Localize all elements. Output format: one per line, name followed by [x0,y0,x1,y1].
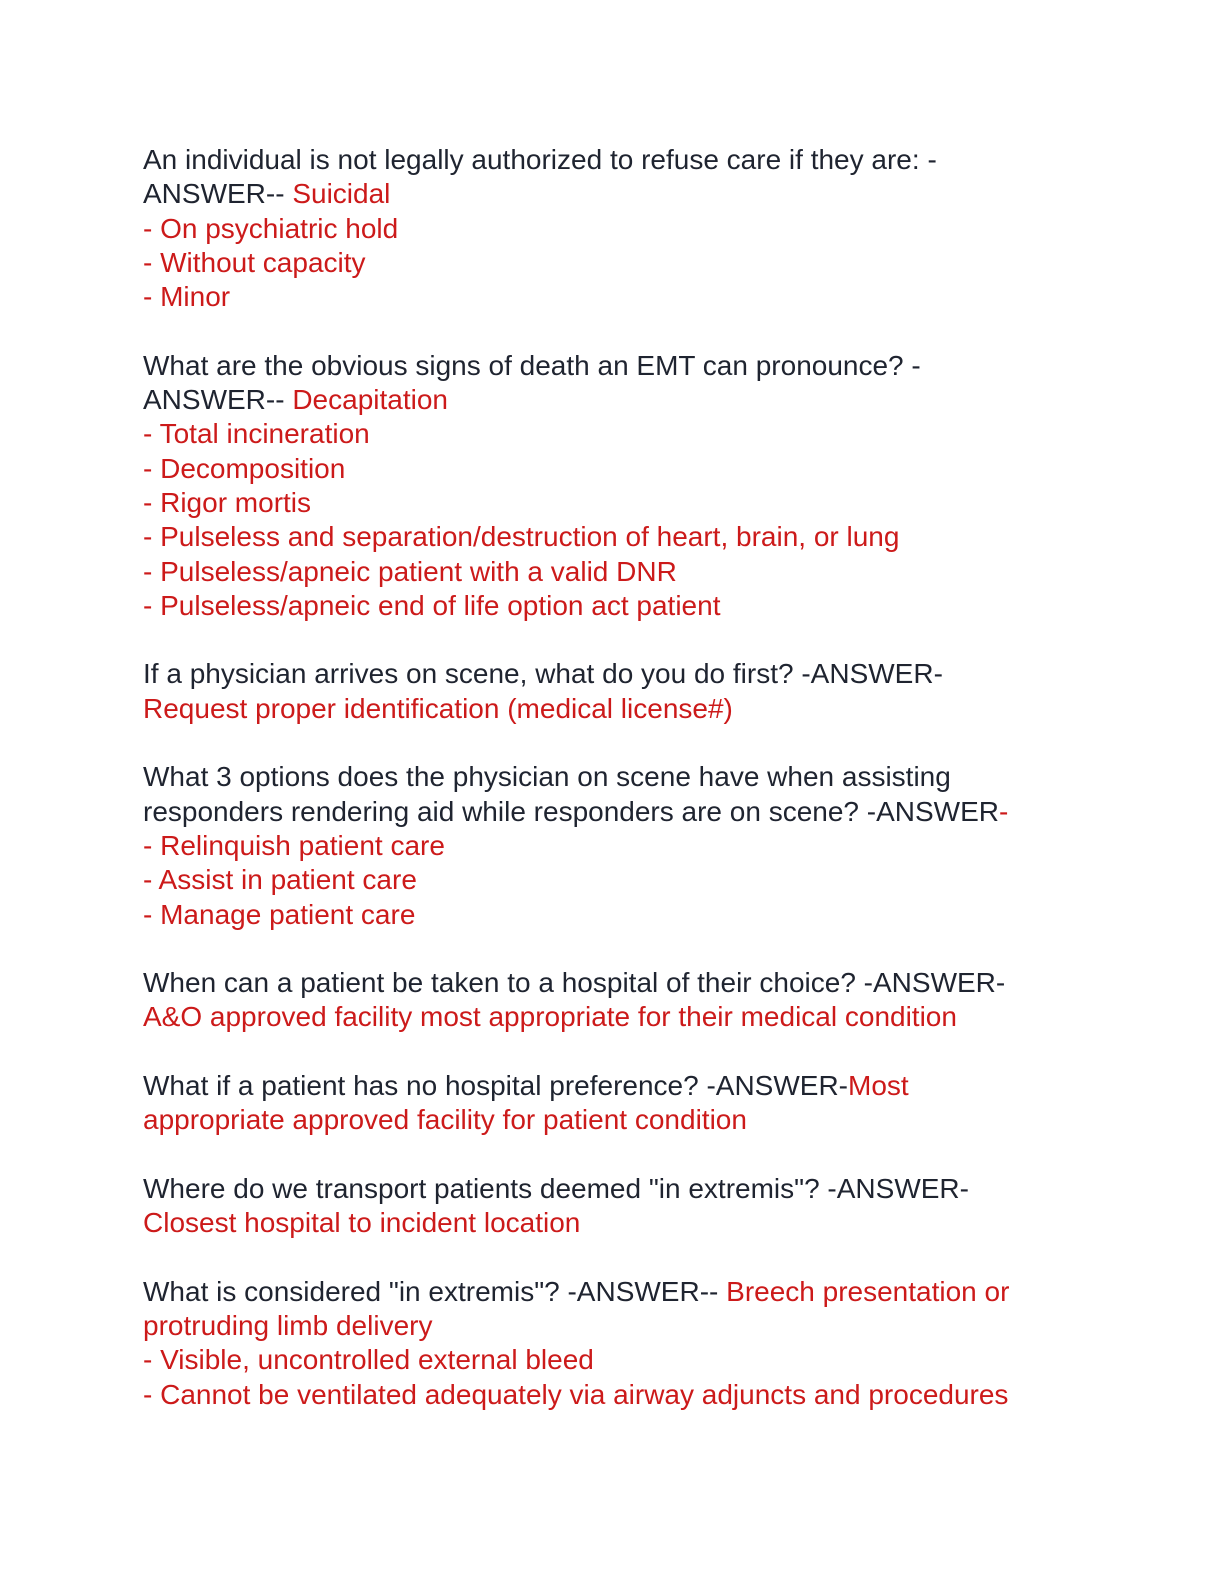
answer-text: - Pulseless and separation/destruction of heart, brain, or lung [143,521,900,553]
question-text: What if a patient has no hospital preference? -ANSWER- [143,1070,849,1102]
text-line [143,246,1083,280]
text-line [143,1206,1083,1240]
answer-text: A&O approved facility most appropriate for their medical condition [143,1001,957,1033]
text-line [143,589,1083,623]
text-line [143,1343,1083,1377]
text-line [143,177,1083,211]
text-line [143,1069,1083,1103]
qa-block [143,1069,1083,1138]
qa-block [143,143,1083,314]
answer-text: - Manage patient care [143,898,416,930]
qa-block [143,1172,1083,1241]
text-line [143,212,1083,246]
text-line [143,1275,1083,1309]
answer-text: - Decomposition [143,452,346,484]
answer-text: protruding limb delivery [143,1310,433,1342]
question-text: What are the obvious signs of death an EMT can pronounce? - [143,349,921,381]
qa-block [143,760,1083,931]
qa-block [143,966,1083,1035]
text-line [143,829,1083,863]
answer-text: - Total incineration [143,418,370,450]
question-text: Where do we transport patients deemed "in extremis"? -ANSWER- [143,1172,969,1204]
question-text: What is considered "in extremis"? -ANSWER-- [143,1275,727,1307]
question-text: If a physician arrives on scene, what do you do first? -ANSWER- [143,658,943,690]
text-line [143,143,1083,177]
text-line [143,657,1083,691]
answer-text: - Pulseless/apneic patient with a valid DNR [143,555,677,587]
answer-text: Breech presentation or [726,1275,1010,1307]
text-line [143,1103,1083,1137]
qa-block [143,1275,1083,1412]
text-line [143,863,1083,897]
answer-text: - [999,795,1009,827]
answer-text: Suicidal [292,178,391,210]
answer-text: - Minor [143,281,231,313]
question-text: When can a patient be taken to a hospital of their choice? -ANSWER- [143,967,1006,999]
text-line [143,520,1083,554]
answer-text: Closest hospital to incident location [143,1207,581,1239]
text-line [143,349,1083,383]
text-line [143,692,1083,726]
text-line [143,555,1083,589]
text-line [143,795,1083,829]
answer-text: - Visible, uncontrolled external bleed [143,1344,594,1376]
qa-block [143,349,1083,623]
text-line [143,417,1083,451]
document-page [143,143,1083,1446]
answer-text: - Relinquish patient care [143,829,445,861]
answer-text: Request proper identification (medical license#) [143,692,733,724]
text-line [143,383,1083,417]
text-line [143,1378,1083,1412]
text-line [143,898,1083,932]
text-line [143,280,1083,314]
answer-text: - Without capacity [143,246,366,278]
answer-text: - Rigor mortis [143,486,312,518]
qa-block [143,657,1083,726]
answer-text: - Cannot be ventilated adequately via airway adjuncts and procedures [143,1378,1009,1410]
text-line [143,452,1083,486]
answer-text: Decapitation [292,384,448,416]
question-text: An individual is not legally authorized to refuse care if they are: - [143,144,937,175]
question-text: ANSWER-- [143,178,293,210]
text-line [143,1172,1083,1206]
question-text: responders rendering aid while responders are on scene? -ANSWER [143,795,999,827]
answer-text: - On psychiatric hold [143,212,399,244]
question-text: What 3 options does the physician on scene have when assisting [143,761,951,793]
answer-text: appropriate approved facility for patient condition [143,1104,747,1136]
answer-text: Most [848,1070,909,1102]
question-text: ANSWER-- [143,384,293,416]
text-line [143,760,1083,794]
text-line [143,966,1083,1000]
answer-text: - Assist in patient care [143,864,417,896]
answer-text: - Pulseless/apneic end of life option act patient [143,589,721,621]
text-line [143,1309,1083,1343]
text-line [143,486,1083,520]
text-line [143,1000,1083,1034]
